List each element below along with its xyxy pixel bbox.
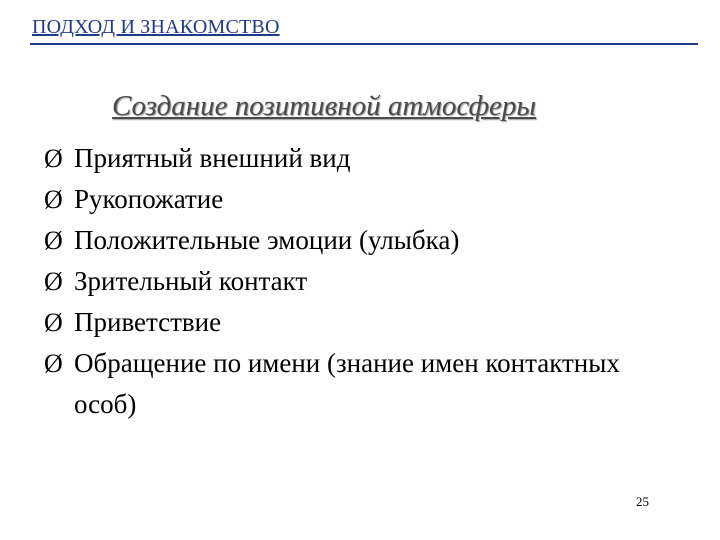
- arrow-bullet-icon: Ø: [44, 185, 63, 214]
- bullet-text: Рукопожатие: [74, 184, 224, 214]
- bullet-item: [44, 220, 684, 261]
- arrow-bullet-icon: Ø: [44, 144, 63, 173]
- bullet-item: [44, 343, 684, 425]
- header-divider: [30, 43, 698, 45]
- arrow-bullet-icon: Ø: [44, 308, 63, 337]
- arrow-bullet-icon: Ø: [44, 267, 63, 296]
- bullet-text: Приветствие: [74, 307, 222, 337]
- bullet-item: [44, 261, 684, 302]
- bullet-text: Приятный внешний вид: [74, 143, 351, 173]
- bullet-text: Обращение по имени (знание имен контактных особ): [74, 348, 620, 419]
- bullet-text: Положительные эмоции (улыбка): [74, 225, 460, 255]
- arrow-bullet-icon: Ø: [44, 226, 63, 255]
- bullet-item: [44, 179, 684, 220]
- bullet-item: [44, 302, 684, 343]
- bullet-list: [44, 138, 684, 425]
- slide-subtitle: Создание позитивной атмосферы: [112, 90, 537, 122]
- bullet-item: [44, 138, 684, 179]
- page-number: 25: [636, 494, 649, 509]
- header-title: ПОДХОД И ЗНАКОМСТВО: [32, 16, 280, 38]
- bullet-text: Зрительный контакт: [74, 266, 308, 296]
- arrow-bullet-icon: Ø: [44, 349, 63, 378]
